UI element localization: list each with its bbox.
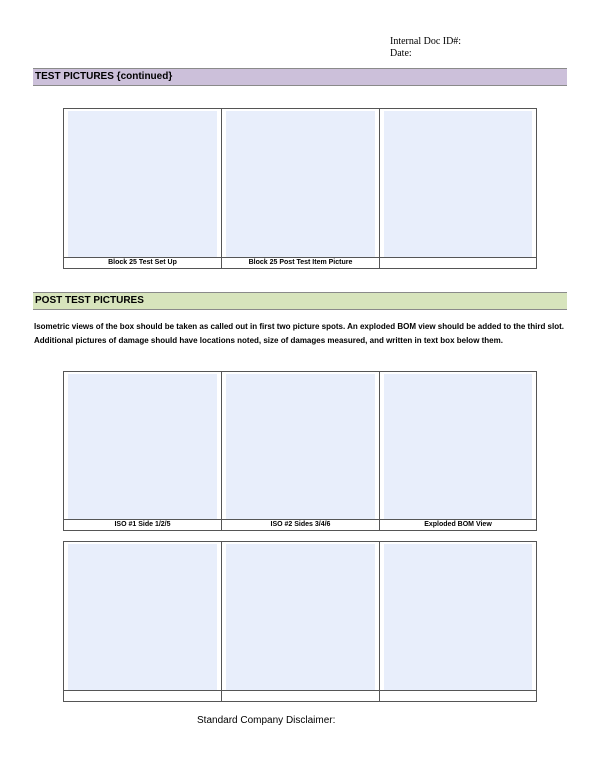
post-test-grid-row-1 (63, 371, 537, 531)
post-test-grid-row-2 (63, 541, 537, 702)
doc-id-label: Internal Doc ID#: (390, 36, 462, 47)
test-pictures-heading: TEST PICTURES {continued} (33, 68, 567, 86)
picture-placeholder[interactable] (384, 544, 532, 690)
test-pictures-grid (63, 108, 537, 269)
picture-caption[interactable]: ISO #1 Side 1/2/5 (64, 519, 221, 530)
picture-placeholder[interactable] (68, 374, 217, 519)
company-disclaimer: Standard Company Disclaimer: (197, 715, 336, 726)
picture-placeholder[interactable] (68, 544, 217, 690)
picture-placeholder[interactable] (384, 374, 532, 519)
picture-caption[interactable]: Exploded BOM View (380, 519, 536, 530)
picture-slot (64, 542, 222, 701)
picture-caption[interactable] (64, 690, 221, 701)
picture-caption[interactable]: Block 25 Test Set Up (64, 257, 221, 268)
picture-caption[interactable]: ISO #2 Sides 3/4/6 (222, 519, 379, 530)
picture-caption[interactable] (380, 690, 536, 701)
picture-slot (380, 109, 536, 268)
post-test-pictures-heading: POST TEST PICTURES (33, 292, 567, 310)
picture-placeholder[interactable] (226, 111, 375, 257)
picture-slot (222, 542, 380, 701)
post-test-instructions: Isometric views of the box should be taken as called out in first two picture spots. An exploded BOM view should be added to the third slot. Additional pictures of damage should have locations noted, size of damages measured, and written in text box below them. (34, 322, 564, 345)
picture-slot (380, 372, 536, 530)
picture-placeholder[interactable] (384, 111, 532, 257)
picture-placeholder[interactable] (226, 374, 375, 519)
picture-placeholder[interactable] (68, 111, 217, 257)
picture-slot (222, 372, 380, 530)
picture-caption[interactable]: Block 25 Post Test Item Picture (222, 257, 379, 268)
picture-slot (380, 542, 536, 701)
picture-caption[interactable] (222, 690, 379, 701)
picture-placeholder[interactable] (226, 544, 375, 690)
document-header (390, 36, 461, 60)
picture-slot (64, 372, 222, 530)
date-label: Date: (390, 48, 412, 59)
picture-slot (64, 109, 222, 268)
picture-slot (222, 109, 380, 268)
picture-caption[interactable] (380, 257, 536, 268)
